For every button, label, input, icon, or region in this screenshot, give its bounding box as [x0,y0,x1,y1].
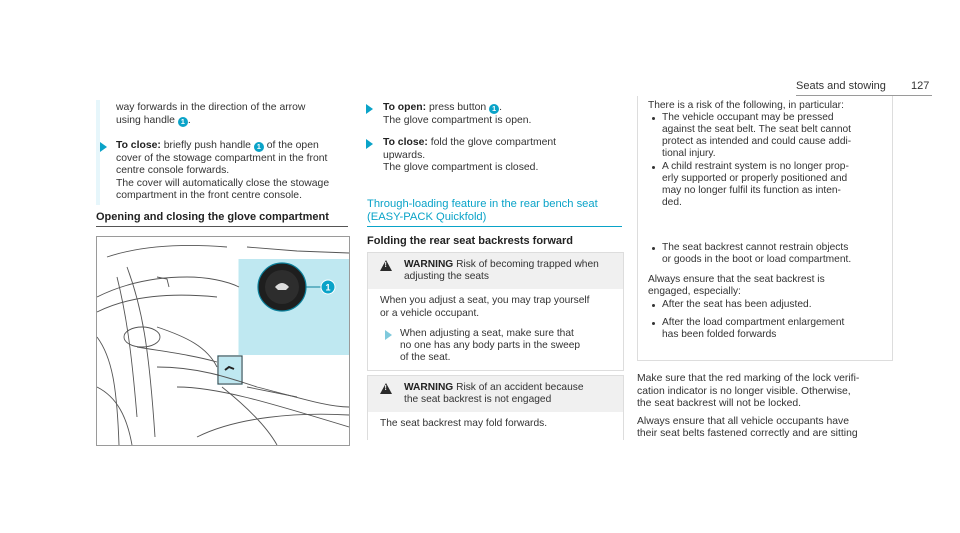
callout-1-badge: 1 [254,142,264,152]
bullet [652,117,655,120]
warning-head-line-2: the seat backrest is not engaged [404,394,552,406]
bullet [652,304,655,307]
lock-indicator-line-2: cation indicator is no longer visible. Otherwise, [637,386,851,397]
intro-line-1: way forwards in the direction of the arrow [116,102,306,113]
intro-line-2 [116,115,191,127]
bullet-1-line-4: tional injury. [662,148,716,159]
warning-head-line-1 [404,382,615,394]
bullet-3-line-2: or goods in the boot or load compartment. [662,254,852,265]
seatbelt-line-2: their seat belts fastened correctly and are sitting [637,428,858,439]
through-loading-heading-line-2: (EASY-PACK Quickfold) [367,211,487,223]
running-header: Seats and stowing [796,80,886,92]
open-step-line-1 [383,102,502,114]
page-number: 127 [911,80,930,92]
through-loading-heading-line-1: Through-loading feature in the rear bench seat [367,198,598,210]
lock-indicator-line-3: the seat backrest will not be locked. [637,398,802,409]
intro-line-2-text: using handle [116,115,175,126]
figure-callout-1: 1 [325,282,331,293]
close-glove-line-2: upwards. [383,150,426,161]
glove-compartment-illustration [96,236,350,446]
warning-step [380,328,615,365]
bullet [652,247,655,250]
close-step-line-3: centre console forwards. [116,165,230,176]
warning-title: WARNING [404,382,454,393]
interior-drawing [97,237,349,445]
seatbelt-line-1: Always ensure that all vehicle occupants have [637,416,849,427]
bullet-2-line-1: A child restraint system is no longer prop- [662,161,849,172]
step-arrow-icon [385,330,392,340]
warning-head-text: Risk of becoming trapped when [456,259,599,270]
bullet [652,322,655,325]
step-arrow-icon [366,139,373,149]
warning-head-text: Risk of an accident because [456,382,584,393]
close-step-line-2: cover of the stowage compartment in the front [116,153,328,164]
warning-step-line-3: of the seat. [400,352,451,364]
intro-line-2-end: . [187,115,191,126]
warning-head-line-2: adjusting the seats [404,271,489,283]
bullet-2-line-3: may no longer fulfil its function as inten- [662,185,841,196]
bullet-4: After the seat has been adjusted. [662,299,812,310]
close-step-line-5: compartment in the front centre console. [116,190,302,201]
close-glove-line-3: The glove compartment is closed. [383,162,539,173]
close-step-label: To close: [116,140,161,151]
glove-compartment-heading: Opening and closing the glove compartment [96,211,329,223]
step-arrow-icon [366,104,373,114]
warning-body-line-2: or a vehicle occupant. [380,307,480,319]
warning-box-accident [367,375,624,440]
bullet-1-line-1: The vehicle occupant may be pressed [662,112,834,123]
ensure-line-1: Always ensure that the seat backrest is [648,274,825,285]
callout-1-badge: 1 [489,104,499,114]
warning-head-line-1 [404,259,615,271]
bullet [652,166,655,169]
warning-body [368,289,623,372]
warning-triangle-icon [380,260,392,271]
callout-1-badge: 1 [178,117,188,127]
bullet-1-line-3: protect as intended and could cause addi- [662,136,852,147]
warning-body-line-1: When you adjust a seat, you may trap yourself [380,295,590,307]
bullet-2-line-4: ded. [662,197,682,208]
bullet-5-line-1: After the load compartment enlargement [662,317,845,328]
close-glove-label: To close: [383,137,428,148]
open-step-text: press button [428,102,487,113]
open-step-label: To open: [383,102,427,113]
close-step-text-end: of the open [266,140,319,151]
warning-body [368,412,623,438]
warning-header [368,376,623,412]
risk-intro: There is a risk of the following, in particular: [648,100,844,111]
open-step-text-end: . [499,102,502,113]
bullet-3-line-1: The seat backrest cannot restrain objects [662,242,849,253]
close-glove-line-1 [383,137,556,149]
warning-step-line-1: When adjusting a seat, make sure that [400,327,574,339]
close-step-line-4: The cover will automatically close the stowage [116,178,330,189]
warning-step-line-2: no one has any body parts in the sweep [400,340,581,352]
bullet-5-line-2: has been folded forwards [662,329,777,340]
folding-heading: Folding the rear seat backrests forward [367,235,574,247]
close-step-line-1 [116,140,319,152]
warning-body-line-1: The seat backrest may fold forwards. [380,418,548,430]
ensure-line-2: engaged, especially: [648,286,741,297]
warning-continuation-box [637,96,893,361]
continuation-bar [96,100,100,205]
bullet-1-line-2: against the seat belt. The seat belt cannot [662,124,851,135]
warning-title: WARNING [404,259,454,270]
warning-header [368,253,623,289]
heading-rule [96,226,348,227]
close-glove-text: fold the glove compartment [430,137,557,148]
close-step-text: briefly push handle [163,140,251,151]
open-step-line-2: The glove compartment is open. [383,115,532,126]
bullet-2-line-2: erly supported or properly positioned and [662,173,848,184]
teal-heading-rule [367,226,622,227]
warning-box-trapped [367,252,624,371]
warning-triangle-icon [380,383,392,394]
lock-indicator-line-1: Make sure that the red marking of the lock verifi- [637,373,860,384]
step-arrow-icon [100,142,107,152]
